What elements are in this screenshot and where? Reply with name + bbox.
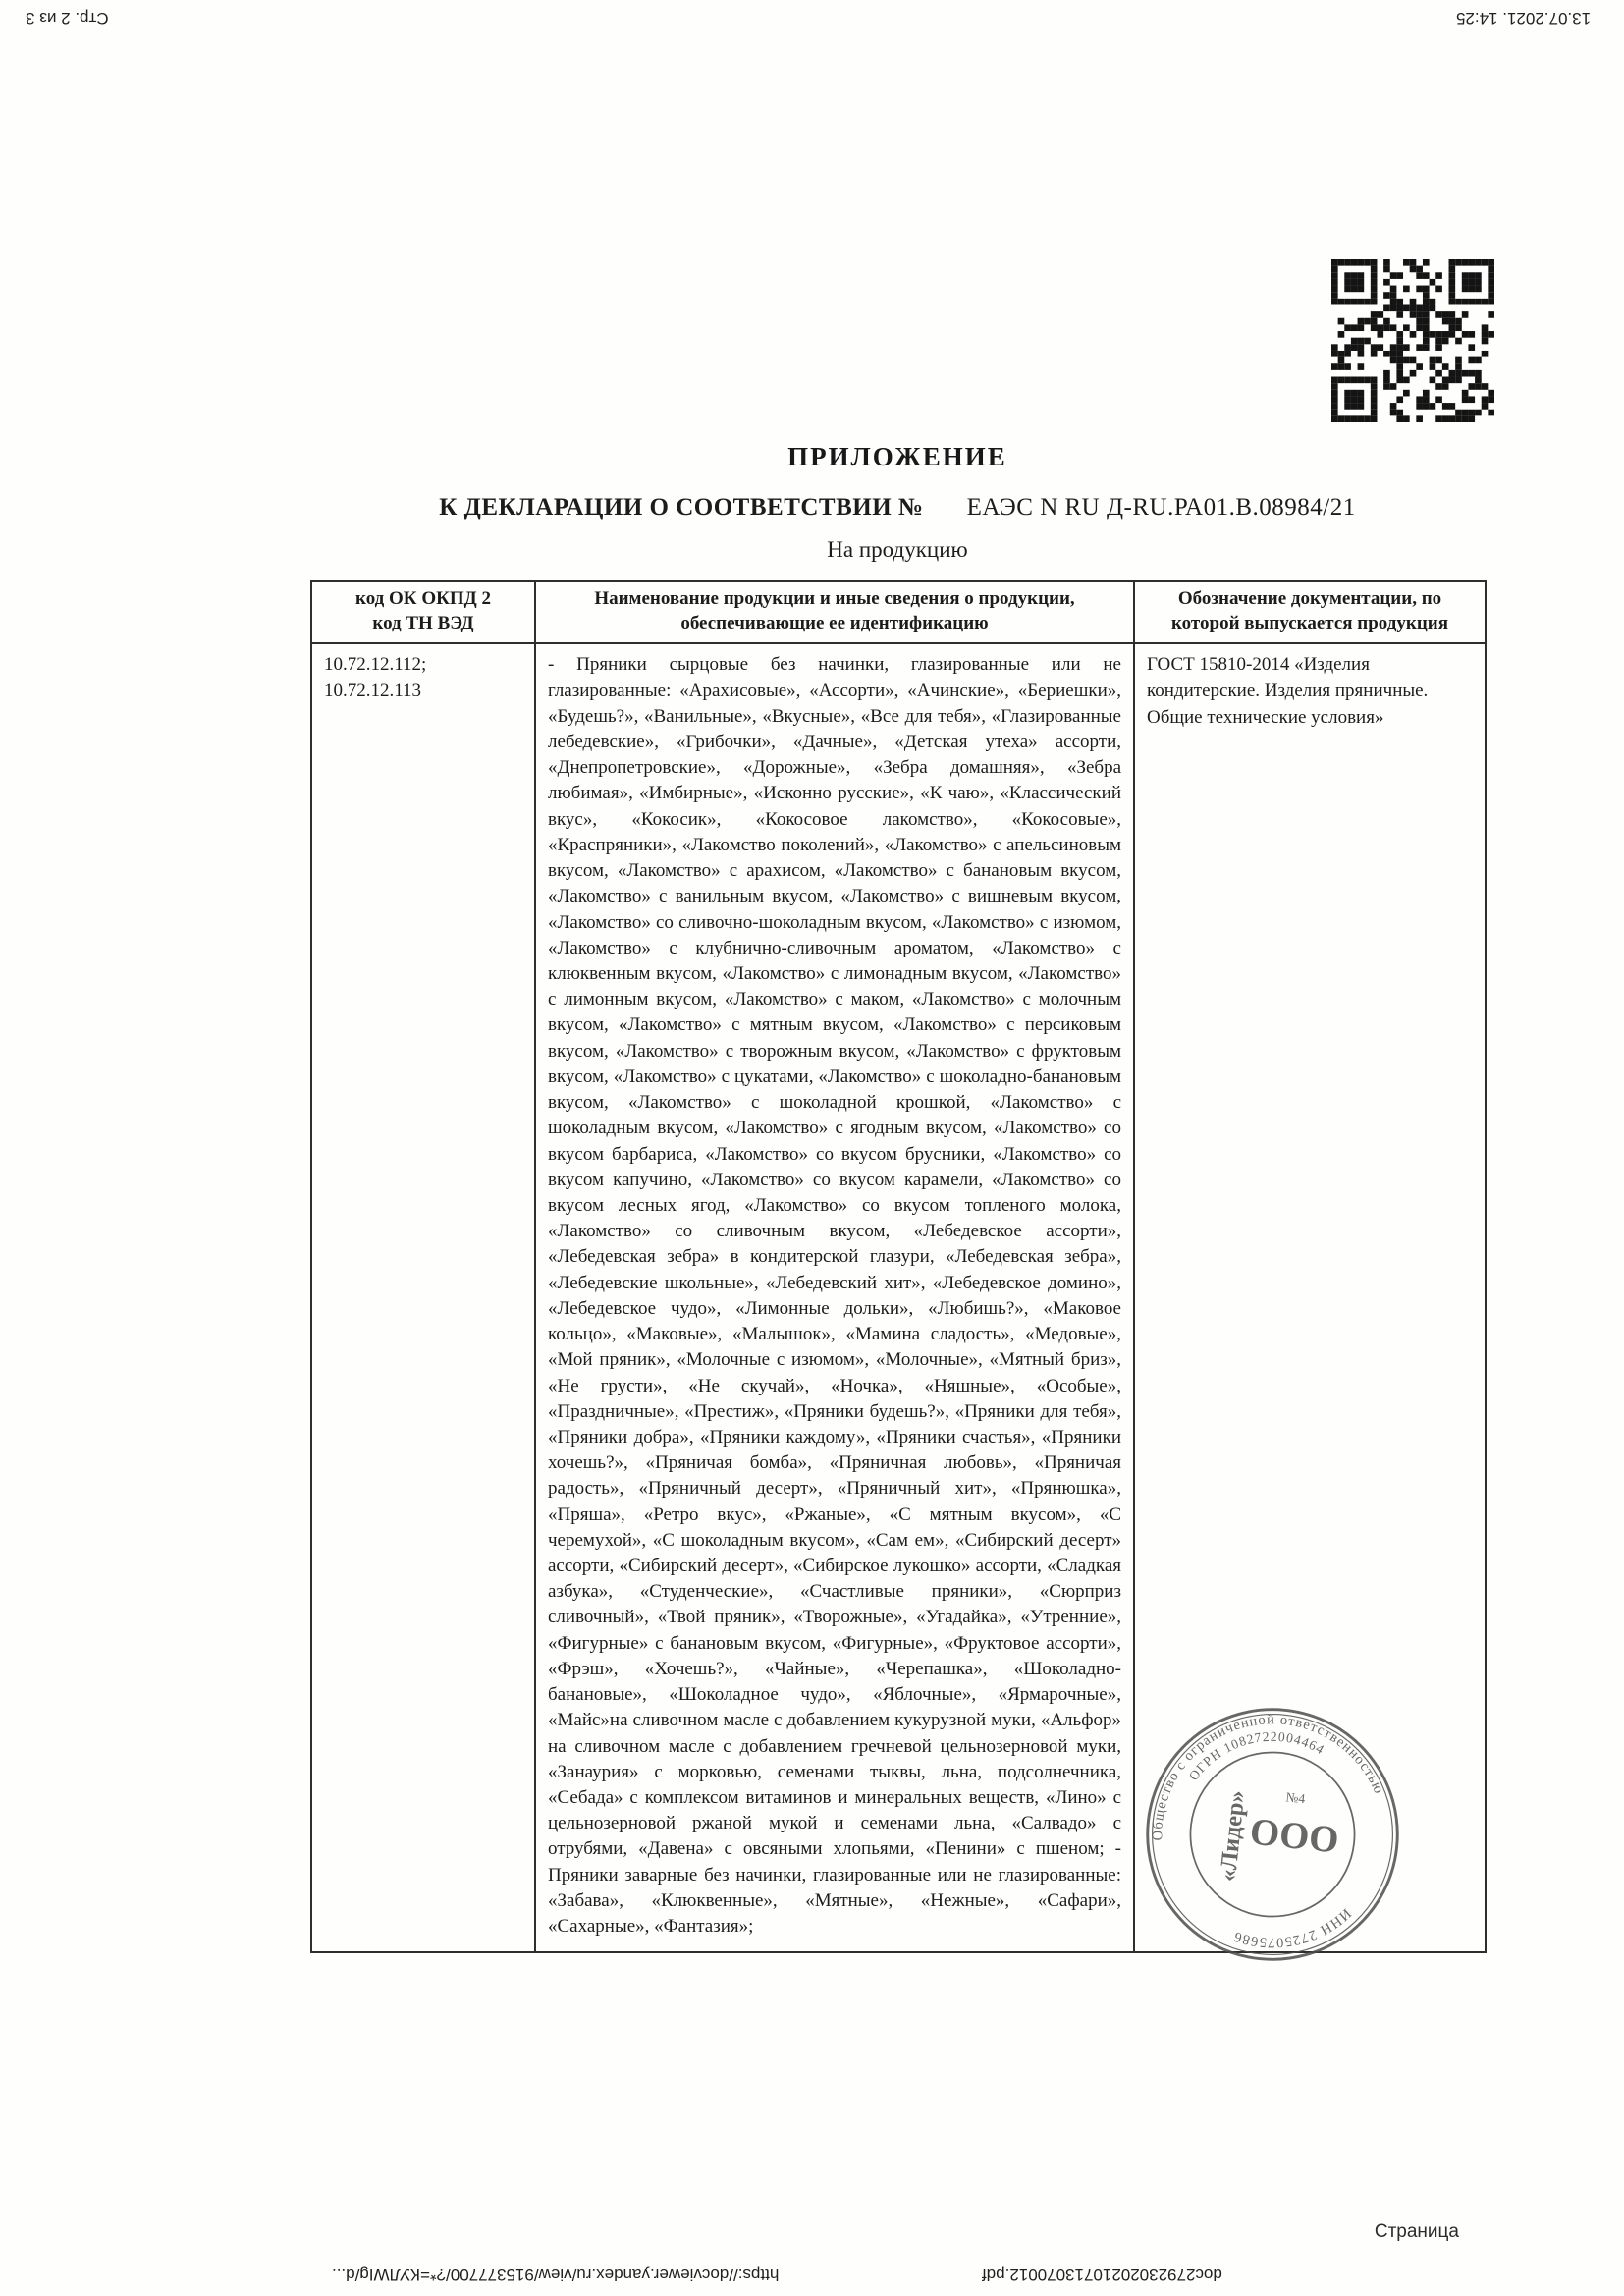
stamp-ogrn: ОГРН 1082722004464 xyxy=(1185,1728,1327,1783)
header-documentation: Обозначение документации, по которой выпускается продукция xyxy=(1134,581,1486,643)
products-table xyxy=(310,580,1487,1953)
cell-codes: 10.72.12.112; 10.72.12.113 xyxy=(311,643,535,1952)
table-row xyxy=(311,643,1486,1952)
table-header-row xyxy=(311,581,1486,643)
document-subtitle: На продукцию xyxy=(827,537,968,562)
print-datetime: 13.07.2021. 14:25 xyxy=(1455,9,1591,27)
declaration-number: ЕАЭС N RU Д-RU.РА01.В.08984/21 xyxy=(966,494,1356,520)
print-page-number: Стр. 2 из 3 xyxy=(26,9,109,27)
stamp-org-type: Общество с ограниченной ответственностью xyxy=(1150,1712,1387,1841)
stamp-name-ooo: ООО xyxy=(1247,1810,1341,1862)
stamp-number: №4 xyxy=(1284,1789,1307,1807)
header-product-name: Наименование продукции и иные сведения о продукции, обеспечивающие ее идентификацию xyxy=(535,581,1134,643)
print-filename: doc27923020210713070012.pdf xyxy=(982,2266,1222,2284)
declaration-label: К ДЕКЛАРАЦИИ О СООТВЕТСТВИИ № xyxy=(439,494,924,520)
stamp-name-lider: «Лидер» xyxy=(1214,1788,1251,1884)
qr-code xyxy=(1331,259,1494,422)
declaration-line xyxy=(310,494,1485,521)
document-content xyxy=(310,442,1485,1953)
cell-product-description: - Пряники сырцовые без начинки, глазированные или не глазированные: «Арахисовые», «Ассорти», «Ачинские», «Бериешки», «Будешь?», «Ванильные», «Вкусные», «Все для тебя», «Глазированные лебедевские», «Грибочки», «Дачные», «Детская утеха» ассорти, «Днепропетровские», «Дорожные», «Зебра домашняя», «Зебра любимая», «Имбирные», «Исконно русские», «К чаю», «Классический вкус», «Кокосик», «Кокосовое лакомство», «Кокосовые», «Краспряники», «Лакомство поколений», «Лакомство» с апельсиновым вкусом, «Лакомство» с арахисом, «Лакомство» с банановым вкусом, «Лакомство» с ванильным вкусом, «Лакомство» с вишневым вкусом, «Лакомство» со сливочно-шоколадным вкусом, «Лакомство» с изюмом, «Лакомство» с клубнично-сливочным ароматом, «Лакомство» с клюквенным вкусом, «Лакомство» с лимонадным вкусом, «Лакомство» с лимонным вкусом, «Лакомство» с маком, «Лакомство» с молочным вкусом, «Лакомство» с мятным вкусом, «Лакомство» с персиковым вкусом, «Лакомство» с творожным вкусом, «Лакомство» с фруктовым вкусом, «Лакомство» с цукатами, «Лакомство» с шоколадно-банановым вкусом, «Лакомство» с шоколадной крошкой, «Лакомство» с шоколадным вкусом, «Лакомство» с ягодным вкусом, «Лакомство» со вкусом барбариса, «Лакомство» со вкусом брусники, «Лакомство» со вкусом капучино, «Лакомство» со вкусом карамели, «Лакомство» со вкусом лесных ягод, «Лакомство» со вкусом топленого молока, «Лакомство» со сливочным вкусом, «Лебедевское ассорти», «Лебедевская зебра» в кондитерской глазури, «Лебедевская зебра», «Лебедевские школьные», «Лебедевский хит», «Лебедевское домино», «Лебедевское чудо», «Лимонные дольки», «Любишь?», «Маковое кольцо», «Маковые», «Малышок», «Мамина сладость», «Медовые», «Мой пряник», «Молочные с изюмом», «Молочные», «Мятный бриз», «Не грусти», «Не скучай», «Ночка», «Няшные», «Особые», «Праздничные», «Престиж», «Пряники будешь?», «Пряники для тебя», «Пряники добра», «Пряники каждому», «Пряники счастья», «Пряники хочешь?», «Пряничая бомба», «Пряничная любовь», «Пряничая радость», «Пряничный десерт», «Пряничный хит», «Прянюшка», «Пряша», «Ретро вкус», «Ржаные», «С мятным вкусом», «С черемухой», «С шоколадным вкусом», «Сам ем», «Сибирский десерт» ассорти, «Сибирский десерт», «Сибирское лукошко» ассорти, «Сладкая азбука», «Студенческие», «Счастливые пряники», «Сюрприз сливочный», «Твой пряник», «Творожные», «Угадайка», «Утренние», «Фигурные» с банановым вкусом, «Фигурные», «Фруктовое ассорти», «Фрэш», «Хочешь?», «Чайные», «Черепашка», «Шоколадно-банановые», «Шоколадное чудо», «Яблочные», «Ярмарочные», «Майс»на сливочном масле с добавлением кукурузной муки, «Альфор» на сливочном масле с добавлением гречневой цельнозерновой муки, «Занаурия» с морковью, семенами тыквы, льна, подсолнечника, «Себада» с комплексом витаминов и минеральных веществ, «Лино» с цельнозерновой ржаной мукой и семенами льна, «Салвадо» с отрубями, «Давена» с овсяными хлопьями, «Пенини» с пшеном; - Пряники заварные без начинки, глазированные или не глазированные: «Забава», «Клюквенные», «Мятные», «Нежные», «Сафари», «Сахарные», «Фантазия»; xyxy=(535,643,1134,1952)
page-word-cutoff: Страница xyxy=(1374,2221,1459,2242)
stamp-inn: ИНН 2725075686 xyxy=(1231,1905,1354,1950)
print-source-url: https://docviewer.yandex.ru/view/915377700/?*=КУЛWIg/d... xyxy=(332,2266,780,2284)
document-title: ПРИЛОЖЕНИЕ xyxy=(787,442,1007,471)
cell-documentation: ГОСТ 15810-2014 «Изделия кондитерские. Изделия пряничные. Общие технические условия» xyxy=(1134,643,1486,1952)
header-codes: код ОК ОКПД 2 код ТН ВЭД xyxy=(311,581,535,643)
